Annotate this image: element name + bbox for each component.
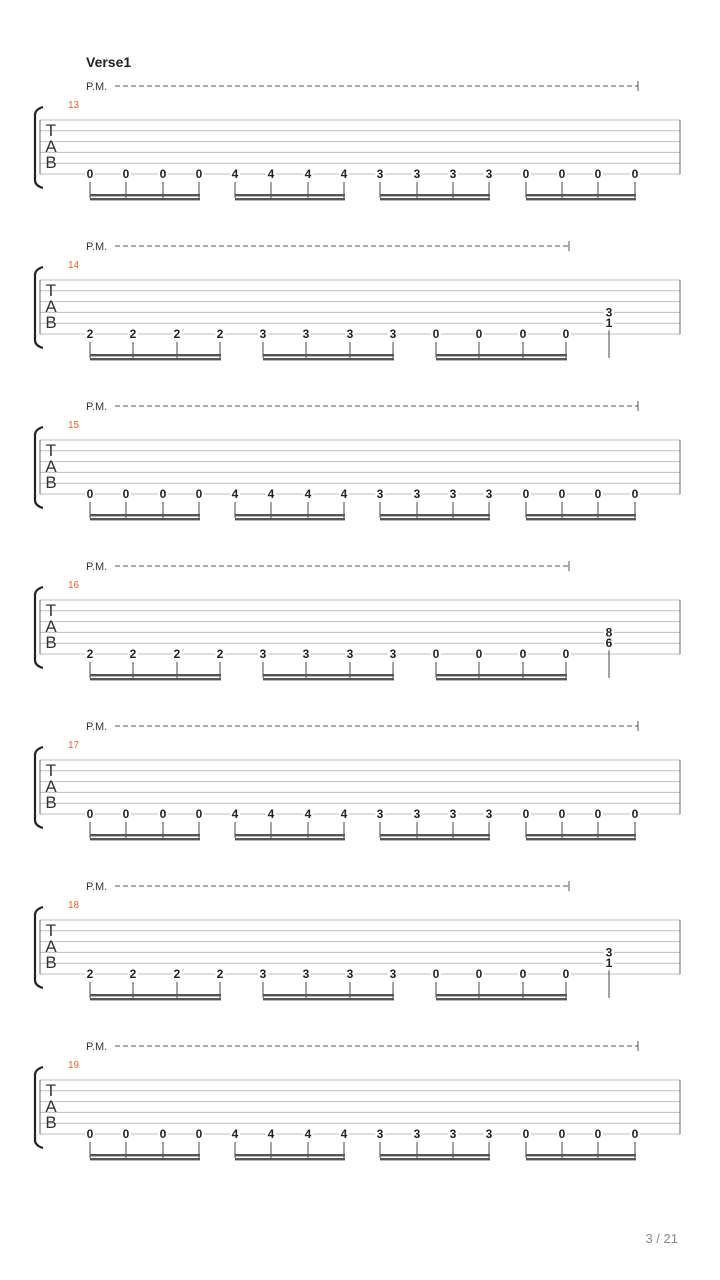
fret-number: 4	[267, 807, 275, 821]
beam	[526, 838, 636, 840]
palm-mute-label: P.M.	[86, 721, 108, 733]
beam	[380, 834, 490, 836]
fret-number: 0	[558, 487, 566, 501]
tab-clef-letter: A	[45, 297, 57, 316]
fret-number: 0	[631, 807, 639, 821]
fret-number: 3	[376, 1127, 384, 1141]
beam	[436, 998, 567, 1000]
fret-number: 3	[413, 167, 421, 181]
tab-clef-letter: T	[45, 121, 57, 140]
fret-number: 0	[594, 1127, 602, 1141]
tab-clef-letter: A	[45, 777, 57, 796]
fret-number: 3	[449, 167, 457, 181]
beam	[380, 198, 490, 200]
tab-clef-letter: B	[45, 953, 57, 972]
fret-number: 0	[86, 167, 94, 181]
beam	[90, 998, 221, 1000]
beam	[235, 1154, 345, 1156]
fret-number: 2	[216, 327, 224, 341]
fret-number: 2	[216, 647, 224, 661]
beam	[436, 354, 567, 356]
palm-mute-label: P.M.	[86, 881, 108, 893]
beam	[90, 838, 200, 840]
beam	[526, 194, 636, 196]
fret-number: 3	[413, 487, 421, 501]
beam	[90, 194, 200, 196]
fret-number: 3	[389, 327, 397, 341]
staff-bracket	[35, 427, 43, 508]
page-number: 3 / 21	[645, 1231, 678, 1246]
fret-number: 3	[449, 1127, 457, 1141]
beam	[235, 514, 345, 516]
fret-number: 0	[475, 647, 483, 661]
beam	[263, 358, 394, 360]
fret-number: 4	[340, 167, 348, 181]
fret-number: 3	[376, 167, 384, 181]
beam	[90, 514, 200, 516]
beam	[380, 518, 490, 520]
measure-number: 13	[68, 100, 80, 111]
fret-number: 0	[562, 967, 570, 981]
tab-clef-letter: T	[45, 761, 57, 780]
tab-clef-letter: B	[45, 313, 57, 332]
measure-number: 17	[68, 740, 80, 751]
fret-number: 2	[86, 647, 94, 661]
tab-clef-letter: A	[45, 137, 57, 156]
measure-number: 19	[68, 1060, 80, 1071]
beam	[90, 834, 200, 836]
beam	[526, 1158, 636, 1160]
fret-number: 0	[122, 1127, 130, 1141]
palm-mute-label: P.M.	[86, 241, 108, 253]
fret-number: 0	[631, 167, 639, 181]
fret-number: 0	[519, 967, 527, 981]
fret-number: 0	[86, 1127, 94, 1141]
tab-clef-letter: A	[45, 937, 57, 956]
chord-upper-fret: 8	[605, 625, 613, 640]
chord-upper-fret: 3	[605, 945, 613, 960]
fret-number: 3	[485, 167, 493, 181]
palm-mute-label: P.M.	[86, 401, 108, 413]
fret-number: 0	[522, 807, 530, 821]
fret-number: 3	[376, 487, 384, 501]
fret-number: 3	[389, 647, 397, 661]
fret-number: 0	[522, 1127, 530, 1141]
fret-number: 3	[346, 967, 354, 981]
beam	[90, 1154, 200, 1156]
fret-number: 2	[129, 647, 137, 661]
beam	[235, 198, 345, 200]
fret-number: 0	[432, 647, 440, 661]
tab-clef-letter: B	[45, 153, 57, 172]
fret-number: 4	[304, 167, 312, 181]
fret-number: 4	[267, 167, 275, 181]
beam	[380, 1154, 490, 1156]
beam	[90, 518, 200, 520]
fret-number: 0	[195, 487, 203, 501]
fret-number: 2	[86, 327, 94, 341]
fret-number: 0	[159, 487, 167, 501]
fret-number: 4	[304, 487, 312, 501]
beam	[436, 358, 567, 360]
beam	[235, 518, 345, 520]
measure-number: 15	[68, 420, 80, 431]
tab-clef-letter: A	[45, 617, 57, 636]
beam	[90, 358, 221, 360]
palm-mute-label: P.M.	[86, 561, 108, 573]
fret-number: 0	[195, 807, 203, 821]
tab-clef-letter: B	[45, 1113, 57, 1132]
section-title: Verse1	[86, 54, 132, 70]
fret-number: 0	[159, 807, 167, 821]
beam	[526, 514, 636, 516]
fret-number: 3	[259, 647, 267, 661]
beam	[380, 194, 490, 196]
fret-number: 0	[519, 327, 527, 341]
beam	[263, 678, 394, 680]
fret-number: 0	[475, 327, 483, 341]
beam	[90, 674, 221, 676]
fret-number: 0	[195, 1127, 203, 1141]
fret-number: 2	[86, 967, 94, 981]
fret-number: 3	[302, 967, 310, 981]
fret-number: 0	[86, 487, 94, 501]
fret-number: 0	[562, 327, 570, 341]
fret-number: 3	[389, 967, 397, 981]
beam	[235, 838, 345, 840]
fret-number: 4	[340, 487, 348, 501]
fret-number: 2	[129, 967, 137, 981]
measure-number: 18	[68, 900, 80, 911]
tab-clef-letter: B	[45, 793, 57, 812]
beam	[526, 1154, 636, 1156]
fret-number: 0	[631, 1127, 639, 1141]
staff-bracket	[35, 907, 43, 988]
beam	[90, 354, 221, 356]
palm-mute-label: P.M.	[86, 81, 108, 93]
beam	[526, 198, 636, 200]
palm-mute-label: P.M.	[86, 1041, 108, 1053]
beam	[380, 514, 490, 516]
chord-lower-fret: 1	[605, 316, 613, 331]
beam	[436, 994, 567, 996]
fret-number: 0	[594, 167, 602, 181]
beam	[90, 198, 200, 200]
fret-number: 0	[195, 167, 203, 181]
fret-number: 0	[522, 167, 530, 181]
fret-number: 0	[558, 807, 566, 821]
fret-number: 0	[432, 327, 440, 341]
fret-number: 0	[122, 487, 130, 501]
fret-number: 0	[122, 167, 130, 181]
fret-number: 2	[173, 647, 181, 661]
chord-lower-fret: 6	[605, 636, 613, 651]
fret-number: 4	[340, 807, 348, 821]
fret-number: 3	[449, 487, 457, 501]
staff-bracket	[35, 107, 43, 188]
fret-number: 0	[562, 647, 570, 661]
fret-number: 0	[86, 807, 94, 821]
beam	[526, 518, 636, 520]
tab-clef-letter: A	[45, 457, 57, 476]
fret-number: 2	[173, 327, 181, 341]
chord-lower-fret: 1	[605, 956, 613, 971]
beam	[380, 1158, 490, 1160]
staff-bracket	[35, 267, 43, 348]
fret-number: 4	[231, 807, 239, 821]
fret-number: 4	[304, 1127, 312, 1141]
tab-clef-letter: T	[45, 921, 57, 940]
fret-number: 3	[449, 807, 457, 821]
tab-clef-letter: T	[45, 281, 57, 300]
fret-number: 4	[231, 1127, 239, 1141]
beam	[263, 674, 394, 676]
beam	[235, 834, 345, 836]
fret-number: 0	[432, 967, 440, 981]
fret-number: 3	[302, 647, 310, 661]
tab-clef-letter: B	[45, 633, 57, 652]
fret-number: 4	[231, 167, 239, 181]
fret-number: 3	[413, 807, 421, 821]
measure-number: 14	[68, 260, 80, 271]
beam	[263, 994, 394, 996]
fret-number: 3	[259, 967, 267, 981]
beam	[263, 998, 394, 1000]
fret-number: 0	[594, 807, 602, 821]
staff-bracket	[35, 587, 43, 668]
fret-number: 4	[340, 1127, 348, 1141]
staff-bracket	[35, 747, 43, 828]
fret-number: 0	[122, 807, 130, 821]
fret-number: 3	[346, 647, 354, 661]
fret-number: 2	[216, 967, 224, 981]
fret-number: 0	[558, 167, 566, 181]
tab-clef-letter: B	[45, 473, 57, 492]
fret-number: 4	[231, 487, 239, 501]
fret-number: 4	[267, 1127, 275, 1141]
measure-number: 16	[68, 580, 80, 591]
fret-number: 0	[594, 487, 602, 501]
chord-upper-fret: 3	[605, 305, 613, 320]
fret-number: 0	[159, 1127, 167, 1141]
fret-number: 3	[413, 1127, 421, 1141]
tab-clef-letter: T	[45, 1081, 57, 1100]
fret-number: 0	[631, 487, 639, 501]
fret-number: 0	[522, 487, 530, 501]
fret-number: 3	[302, 327, 310, 341]
beam	[436, 678, 567, 680]
tab-clef-letter: A	[45, 1097, 57, 1116]
tab-clef-letter: T	[45, 601, 57, 620]
fret-number: 3	[485, 487, 493, 501]
beam	[526, 834, 636, 836]
fret-number: 3	[485, 1127, 493, 1141]
fret-number: 2	[173, 967, 181, 981]
beam	[263, 354, 394, 356]
fret-number: 0	[159, 167, 167, 181]
fret-number: 0	[475, 967, 483, 981]
fret-number: 2	[129, 327, 137, 341]
fret-number: 4	[267, 487, 275, 501]
fret-number: 3	[259, 327, 267, 341]
fret-number: 0	[558, 1127, 566, 1141]
beam	[90, 1158, 200, 1160]
beam	[380, 838, 490, 840]
beam	[235, 194, 345, 196]
fret-number: 4	[304, 807, 312, 821]
beam	[90, 994, 221, 996]
staff-bracket	[35, 1067, 43, 1148]
tab-clef-letter: T	[45, 441, 57, 460]
fret-number: 3	[485, 807, 493, 821]
fret-number: 3	[346, 327, 354, 341]
beam	[90, 678, 221, 680]
fret-number: 0	[519, 647, 527, 661]
beam	[436, 674, 567, 676]
fret-number: 3	[376, 807, 384, 821]
beam	[235, 1158, 345, 1160]
